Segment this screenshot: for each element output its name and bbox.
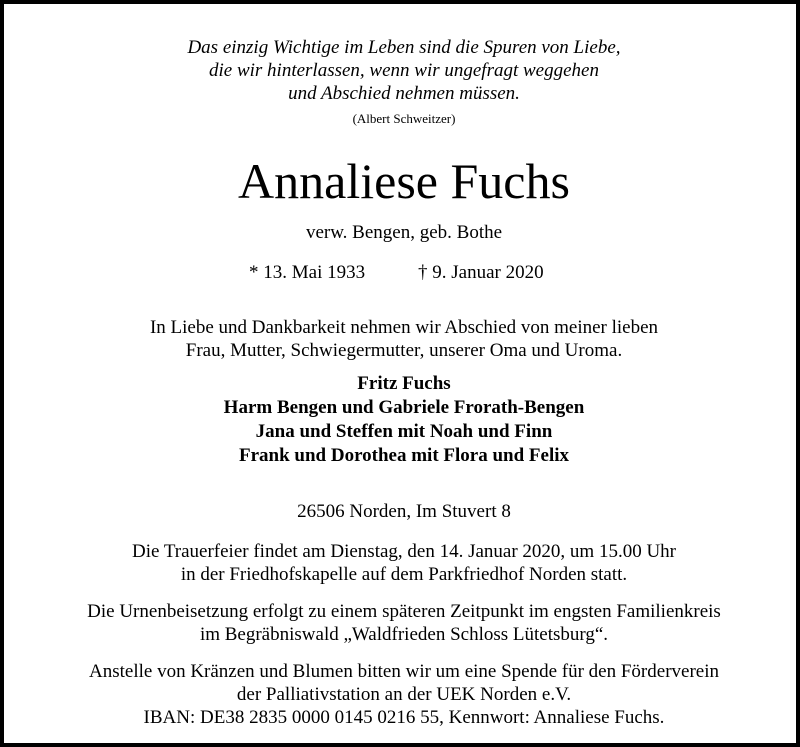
donation-line: IBAN: DE38 2835 0000 0145 0216 55, Kennwort: Annaliese Fuchs. bbox=[143, 707, 665, 728]
maiden-name: verw. Bengen, geb. Bothe bbox=[305, 222, 503, 243]
intro-line: Frau, Mutter, Schwiegermutter, unserer Oma und Uroma. bbox=[185, 340, 623, 361]
ceremony-line: in der Friedhofskapelle auf dem Parkfriedhof Norden statt. bbox=[180, 564, 628, 585]
address: 26506 Norden, Im Stuvert 8 bbox=[297, 501, 511, 522]
donation-line: der Palliativstation an der UEK Norden e.V. bbox=[236, 684, 572, 705]
mourner-line: Frank und Dorothea mit Flora und Felix bbox=[238, 445, 570, 466]
quote-line: die wir hinterlassen, wenn wir ungefragt weggehen bbox=[208, 60, 599, 81]
mourner-line: Jana und Steffen mit Noah und Finn bbox=[255, 421, 553, 442]
quote-line: und Abschied nehmen müssen. bbox=[288, 83, 520, 104]
mourner-line: Harm Bengen und Gabriele Frorath-Bengen bbox=[223, 397, 585, 418]
deceased-name: Annaliese Fuchs bbox=[238, 153, 570, 209]
mourner-line: Fritz Fuchs bbox=[357, 373, 451, 394]
death-date: † 9. Januar 2020 bbox=[418, 262, 544, 283]
burial-line: Die Urnenbeisetzung erfolgt zu einem späteren Zeitpunkt im engsten Familienkreis bbox=[87, 601, 721, 622]
quote-line: Das einzig Wichtige im Leben sind die Spuren von Liebe, bbox=[187, 37, 621, 58]
burial-line: im Begräbniswald „Waldfrieden Schloss Lütetsburg“. bbox=[199, 624, 609, 645]
donation-line: Anstelle von Kränzen und Blumen bitten wir um eine Spende für den Förderverein bbox=[89, 661, 719, 682]
birth-date: * 13. Mai 1933 bbox=[249, 262, 366, 283]
ceremony-line: Die Trauerfeier findet am Dienstag, den 14. Januar 2020, um 15.00 Uhr bbox=[131, 541, 676, 562]
quote-author: (Albert Schweitzer) bbox=[352, 111, 456, 126]
intro-line: In Liebe und Dankbarkeit nehmen wir Abschied von meiner lieben bbox=[149, 317, 659, 338]
